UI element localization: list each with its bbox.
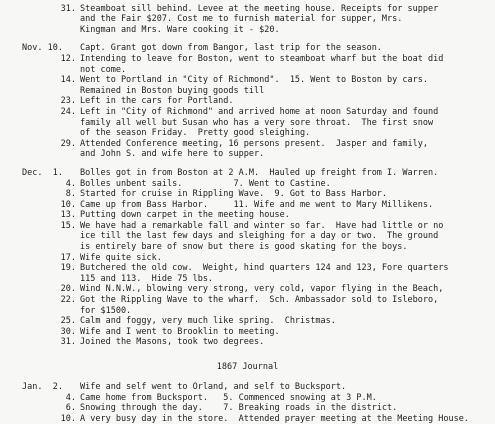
- entry-day: 12.: [60, 53, 76, 64]
- entry-text: Bolles got in from Boston at 2 A.M. Hauled up freight from I. Warren.: [80, 167, 439, 178]
- entry-text: Wind N.N.W., blowing very strong, very cold, vapor flying in the Beach,: [80, 284, 444, 295]
- entry-line: [0, 54, 495, 65]
- entry-date: Dec. 1.: [22, 167, 63, 178]
- entry-text: Putting down carpet in the meeting house.: [80, 210, 290, 221]
- entry-text: Intending to leave for Boston, went to steamboat wharf but the boat did: [80, 53, 444, 64]
- entry-line: [0, 242, 495, 253]
- entry-day: 10.: [60, 199, 76, 210]
- entry-text: is entirely bare of snow but there is good skating for the boys.: [80, 242, 408, 253]
- entry-day: 4.: [65, 392, 76, 403]
- entry-line: [0, 96, 495, 107]
- entry-text: Calm and foggy, very much like spring. Christmas.: [80, 316, 336, 327]
- entry-text: 115 and 113. Hide 75 lbs.: [80, 273, 214, 284]
- entry-line: [0, 168, 495, 179]
- entry-line: [0, 179, 495, 190]
- entry-day: 17.: [60, 252, 76, 263]
- entry-text: Snowing through the day. 7. Breaking roads in the district.: [80, 403, 398, 414]
- section-gap: [0, 160, 495, 168]
- entry-text: not come.: [80, 64, 127, 75]
- entry-line: [0, 128, 495, 139]
- entry-day: 31.: [60, 3, 76, 14]
- entry-text: Capt. Grant got down from Bangor, last trip for the season.: [80, 43, 382, 54]
- entry-line: [0, 200, 495, 211]
- entry-day: 31.: [60, 337, 76, 348]
- entry-text: Bolles unbent sails. 7. Went to Castine.: [80, 178, 331, 189]
- entry-day: 13.: [60, 210, 76, 221]
- entry-text: ice till the last few days and sleighing for a day or two. The ground: [80, 231, 439, 242]
- entry-line: [0, 403, 495, 414]
- entry-text: Butchered the old cow. Weight, hind quarters 124 and 123, Fore quarters: [80, 263, 449, 274]
- section-gap: [0, 374, 495, 382]
- entry-day: 14.: [60, 75, 76, 86]
- entry-line: [0, 25, 495, 36]
- entry-day: 20.: [60, 284, 76, 295]
- entry-line: [0, 393, 495, 404]
- entry-day: 15.: [60, 220, 76, 231]
- entry-text: Kingman and Mrs. Ware cooking it - $20.: [80, 24, 280, 35]
- entry-text: Wife quite sick.: [80, 252, 162, 263]
- entry-line: [0, 284, 495, 295]
- entry-text: Attended Conference meeting, 16 persons present. Jasper and family,: [80, 138, 428, 149]
- entry-day: 4.: [65, 178, 76, 189]
- entry-day: 30.: [60, 326, 76, 337]
- entry-text: Left in "City of Richmond" and arrived home at noon Saturday and found: [80, 106, 439, 117]
- entry-text: Remained in Boston buying goods till: [80, 85, 265, 96]
- entry-day: 10.: [60, 413, 76, 424]
- entry-date: Nov. 10.: [22, 43, 63, 54]
- entry-day: 29.: [60, 138, 76, 149]
- entry-line: [0, 189, 495, 200]
- entry-line: [0, 327, 495, 338]
- entry-text: Joined the Masons, took two degrees.: [80, 337, 265, 348]
- entry-line: [0, 86, 495, 97]
- entry-day: 22.: [60, 295, 76, 306]
- entry-date: Jan. 2.: [22, 382, 63, 392]
- entry-day: 6.: [65, 403, 76, 414]
- entry-text: of the season Friday. Pretty good sleighing.: [80, 128, 311, 139]
- entry-line: [0, 107, 495, 118]
- entry-line: [0, 221, 495, 232]
- entry-day: 24.: [60, 106, 76, 117]
- entry-text: Wife and I went to Brooklin to meeting.: [80, 326, 280, 337]
- entry-line: [0, 4, 495, 15]
- entry-line: [0, 382, 495, 393]
- entry-text: Started for cruise in Rippling Wave. 9. Got to Bass Harbor.: [80, 189, 388, 200]
- entry-text: Came home from Bucksport. 5. Commenced snowing at 3 P.M.: [80, 392, 377, 403]
- entry-line: [0, 253, 495, 264]
- entry-text: Steamboat sill behind. Levee at the meeting house. Receipts for supper: [80, 3, 439, 14]
- entry-line: [0, 337, 495, 348]
- entry-line: [0, 139, 495, 150]
- entry-text: A very busy day in the store. Attended prayer meeting at the Meeting House.: [80, 413, 469, 424]
- entry-text: and John S. and wife here to supper.: [80, 149, 265, 160]
- entry-text: Wife and self went to Orland, and self to Bucksport.: [80, 382, 347, 392]
- entry-text: for $1500.: [80, 305, 132, 316]
- section-gap: [0, 348, 495, 360]
- entry-line: [0, 210, 495, 221]
- entry-text: Got the Rippling Wave to the wharf. Sch. Ambassador sold to Isleboro,: [80, 295, 439, 306]
- entry-line: [0, 263, 495, 274]
- entry-line: [0, 306, 495, 317]
- entry-line: [0, 75, 495, 86]
- entry-text: family all well but Susan who has a very sore throat. The first snow: [80, 117, 434, 128]
- entry-line: [0, 149, 495, 160]
- section-gap: [0, 35, 495, 43]
- entry-text: We have had a remarkable fall and winter so far. Have had little or no: [80, 220, 444, 231]
- entry-line: [0, 65, 495, 76]
- entry-line: [0, 295, 495, 306]
- entry-line: [0, 118, 495, 129]
- entry-line: [0, 414, 495, 424]
- entry-text: and the Fair $207. Cost me to furnish material for supper, Mrs.: [80, 14, 403, 25]
- entry-text: Went to Portland in "City of Richmond". 15. Went to Boston by cars.: [80, 75, 428, 86]
- entry-line: [0, 231, 495, 242]
- entry-line: [0, 43, 495, 54]
- entry-text: Left in the cars for Portland.: [80, 96, 234, 107]
- entry-day: 25.: [60, 316, 76, 327]
- entry-day: 8.: [65, 189, 76, 200]
- entry-line: [0, 316, 495, 327]
- entry-line: [0, 14, 495, 25]
- entry-day: 19.: [60, 263, 76, 274]
- entry-day: 23.: [60, 96, 76, 107]
- entry-text: Came up from Bass Harbor. 11. Wife and me went to Mary Millikens.: [80, 199, 434, 210]
- journal-title-row: [0, 360, 495, 374]
- entry-line: [0, 274, 495, 285]
- journal-title: 1867 Journal: [216, 362, 279, 372]
